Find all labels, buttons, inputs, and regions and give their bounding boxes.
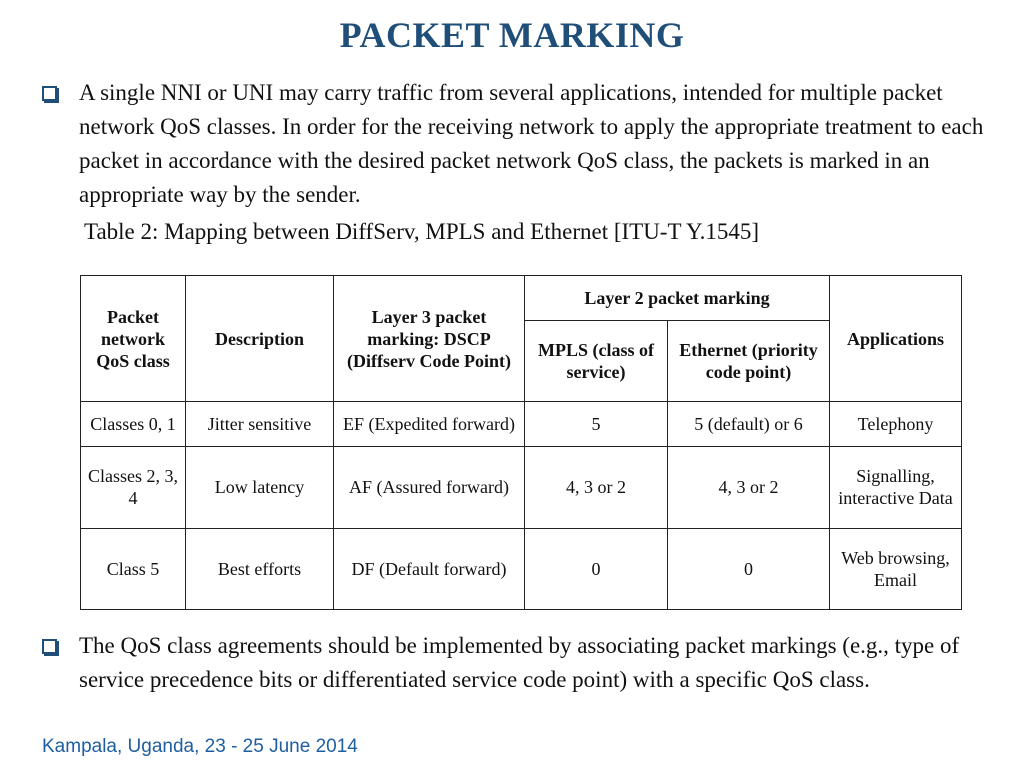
header-description: Description: [186, 276, 334, 402]
cell-mpls: 0: [525, 528, 668, 609]
cell-description: Jitter sensitive: [186, 402, 334, 447]
header-qos-class: Packet network QoS class: [81, 276, 186, 402]
table-header-row: [81, 276, 962, 321]
table-row: [81, 402, 962, 447]
cell-dscp: AF (Assured forward): [334, 447, 525, 528]
cell-applications: Web browsing, Email: [830, 528, 962, 609]
cell-ethernet: 0: [668, 528, 830, 609]
bullet-item: [42, 76, 1014, 212]
cell-ethernet: 4, 3 or 2: [668, 447, 830, 528]
cell-qos-class: Class 5: [81, 528, 186, 609]
header-applications: Applications: [830, 276, 962, 402]
cell-qos-class: Classes 2, 3, 4: [81, 447, 186, 528]
table-row: [81, 447, 962, 528]
bullet-text: A single NNI or UNI may carry traffic from several applications, intended for multiple packet network QoS classes. In order for the receiving network to apply the appropriate treatment to each packet in accordance with the desired packet network QoS class, the packets is marked in an appropriate way by the sender.: [79, 80, 984, 207]
mapping-table: [80, 275, 962, 610]
cell-qos-class: Classes 0, 1: [81, 402, 186, 447]
header-ethernet: Ethernet (priority code point): [668, 320, 830, 401]
checkbox-bullet-icon: [42, 86, 57, 101]
cell-applications: Telephony: [830, 402, 962, 447]
cell-description: Low latency: [186, 447, 334, 528]
cell-mpls: 4, 3 or 2: [525, 447, 668, 528]
bullet-item: [42, 629, 1014, 697]
slide-footer: Kampala, Uganda, 23 - 25 June 2014: [42, 736, 358, 757]
table-caption: Table 2: Mapping between DiffServ, MPLS and Ethernet [ITU-T Y.1545]: [84, 219, 760, 244]
table-row: [81, 528, 962, 609]
cell-dscp: DF (Default forward): [334, 528, 525, 609]
header-layer2: Layer 2 packet marking: [525, 276, 830, 321]
checkbox-bullet-icon: [42, 639, 57, 654]
header-layer3: Layer 3 packet marking: DSCP (Diffserv Code Point): [334, 276, 525, 402]
cell-applications: Signalling, interactive Data: [830, 447, 962, 528]
header-mpls: MPLS (class of service): [525, 320, 668, 401]
cell-dscp: EF (Expedited forward): [334, 402, 525, 447]
bullet-text: The QoS class agreements should be implemented by associating packet markings (e.g., type of service precedence bits or differentiated service code point) with a specific QoS class.: [79, 633, 960, 692]
cell-ethernet: 5 (default) or 6: [668, 402, 830, 447]
slide-title: PACKET MARKING: [339, 15, 685, 55]
cell-mpls: 5: [525, 402, 668, 447]
cell-description: Best efforts: [186, 528, 334, 609]
